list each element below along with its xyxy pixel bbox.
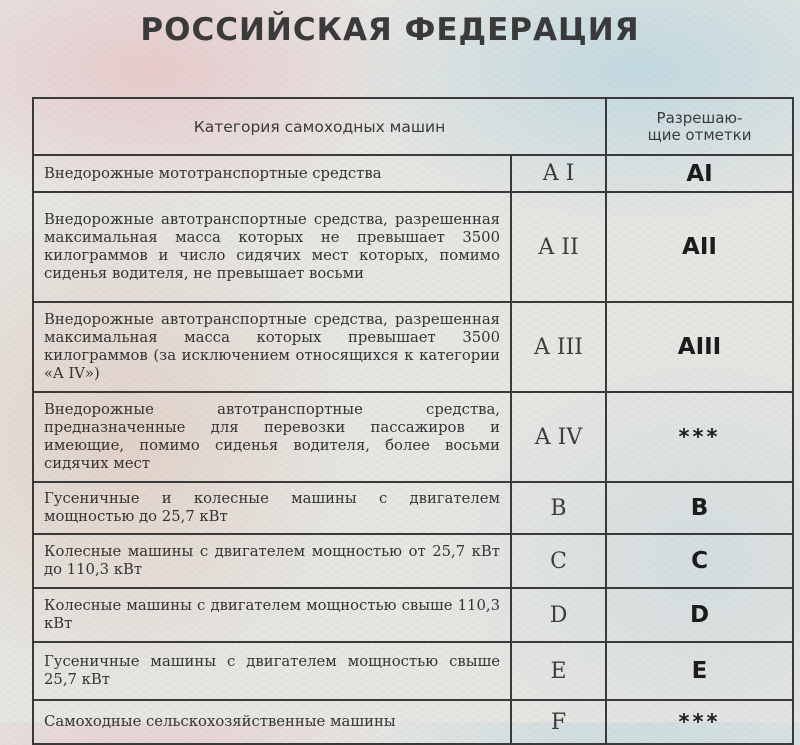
table-row [33, 155, 793, 192]
table-header-row [33, 98, 793, 155]
category-description: Колесные машины с двигателем мощностью от 25,7 кВт до 110,3 кВт [33, 534, 511, 588]
category-code: A III [511, 302, 606, 392]
marks-column-header [606, 98, 793, 155]
marks-header-line-2: щие отметки [647, 125, 752, 144]
table-row [33, 534, 793, 588]
table-row [33, 302, 793, 392]
marks-header-line-1: Разрешаю- [656, 108, 743, 127]
category-description: Колесные машины с двигателем мощностью свыше 110,3 кВт [33, 588, 511, 642]
category-code: E [511, 642, 606, 700]
category-description: Внедорожные мототранспортные средства [33, 155, 511, 192]
category-mark: AI [606, 155, 793, 192]
table-row [33, 700, 793, 744]
category-mark: E [606, 642, 793, 700]
category-mark: C [606, 534, 793, 588]
category-code: F [511, 700, 606, 744]
table-row [33, 482, 793, 534]
table-row [33, 642, 793, 700]
category-description: Самоходные сельскохозяйственные машины [33, 700, 511, 744]
category-mark: B [606, 482, 793, 534]
category-mark: D [606, 588, 793, 642]
category-code: A II [511, 192, 606, 302]
document-title: РОССИЙСКАЯ ФЕДЕРАЦИЯ [140, 12, 640, 48]
category-mark: AII [606, 192, 793, 302]
table-row [33, 588, 793, 642]
table-row [33, 192, 793, 302]
category-description: Гусеничные и колесные машины с двигателем мощностью до 25,7 кВт [33, 482, 511, 534]
category-mark: *** [606, 392, 793, 482]
categories-table [32, 97, 794, 745]
category-description: Внедорожные автотранспортные средства, предназначенные для перевозки пассажиров и имеющие, помимо сиденья водителя, более восьми сидячих мест [33, 392, 511, 482]
category-code: A IV [511, 392, 606, 482]
category-column-header: Категория самоходных машин [33, 98, 606, 155]
category-code: C [511, 534, 606, 588]
category-description: Внедорожные автотранспортные средства, разрешенная максимальная масса которых превышает 3500 килограммов (за исключением относящихся к категории «A IV») [33, 302, 511, 392]
table-row [33, 392, 793, 482]
category-code: D [511, 588, 606, 642]
category-mark: *** [606, 700, 793, 744]
category-code: A I [511, 155, 606, 192]
category-code: B [511, 482, 606, 534]
category-mark: AIII [606, 302, 793, 392]
category-description: Внедорожные автотранспортные средства, разрешенная максимальная масса которых не превышает 3500 килограммов и число сидячих мест которых, помимо сиденья водителя, не превышает восьми [33, 192, 511, 302]
category-description: Гусеничные машины с двигателем мощностью свыше 25,7 кВт [33, 642, 511, 700]
